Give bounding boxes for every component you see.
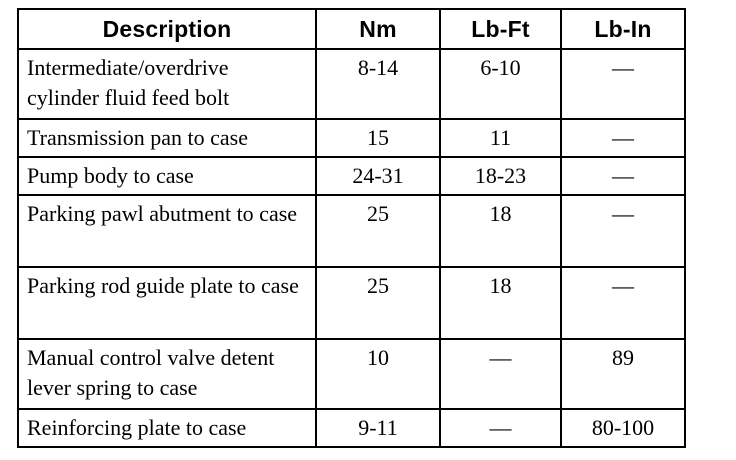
cell-description: Parking pawl abutment to case (18, 195, 316, 267)
cell-description: Reinforcing plate to case (18, 409, 316, 447)
cell-lb-ft: 18-23 (440, 157, 561, 195)
cell-lb-in: 89 (561, 339, 685, 409)
header-description: Description (18, 9, 316, 49)
cell-lb-ft: — (440, 409, 561, 447)
cell-description: Parking rod guide plate to case (18, 267, 316, 339)
cell-lb-in: — (561, 119, 685, 157)
cell-description: Intermediate/overdrive cylinder fluid feed bolt (18, 49, 316, 119)
cell-nm: 15 (316, 119, 440, 157)
cell-lb-ft: — (440, 339, 561, 409)
cell-nm: 25 (316, 195, 440, 267)
cell-description: Transmission pan to case (18, 119, 316, 157)
cell-description: Manual control valve detent lever spring to case (18, 339, 316, 409)
torque-spec-table (17, 8, 686, 448)
table-row (18, 339, 685, 409)
table-header-row (18, 9, 685, 49)
table-row (18, 49, 685, 119)
table-row (18, 195, 685, 267)
cell-lb-in: 80-100 (561, 409, 685, 447)
table-row (18, 119, 685, 157)
table-row (18, 409, 685, 447)
cell-lb-in: — (561, 195, 685, 267)
cell-lb-ft: 18 (440, 195, 561, 267)
cell-nm: 24-31 (316, 157, 440, 195)
cell-nm: 25 (316, 267, 440, 339)
cell-lb-ft: 6-10 (440, 49, 561, 119)
header-lb-in: Lb-In (561, 9, 685, 49)
cell-lb-ft: 11 (440, 119, 561, 157)
cell-nm: 9-11 (316, 409, 440, 447)
table-row (18, 267, 685, 339)
cell-lb-in: — (561, 49, 685, 119)
cell-nm: 10 (316, 339, 440, 409)
header-lb-ft: Lb-Ft (440, 9, 561, 49)
table-row (18, 157, 685, 195)
cell-nm: 8-14 (316, 49, 440, 119)
cell-lb-ft: 18 (440, 267, 561, 339)
cell-lb-in: — (561, 267, 685, 339)
header-nm: Nm (316, 9, 440, 49)
cell-lb-in: — (561, 157, 685, 195)
cell-description: Pump body to case (18, 157, 316, 195)
